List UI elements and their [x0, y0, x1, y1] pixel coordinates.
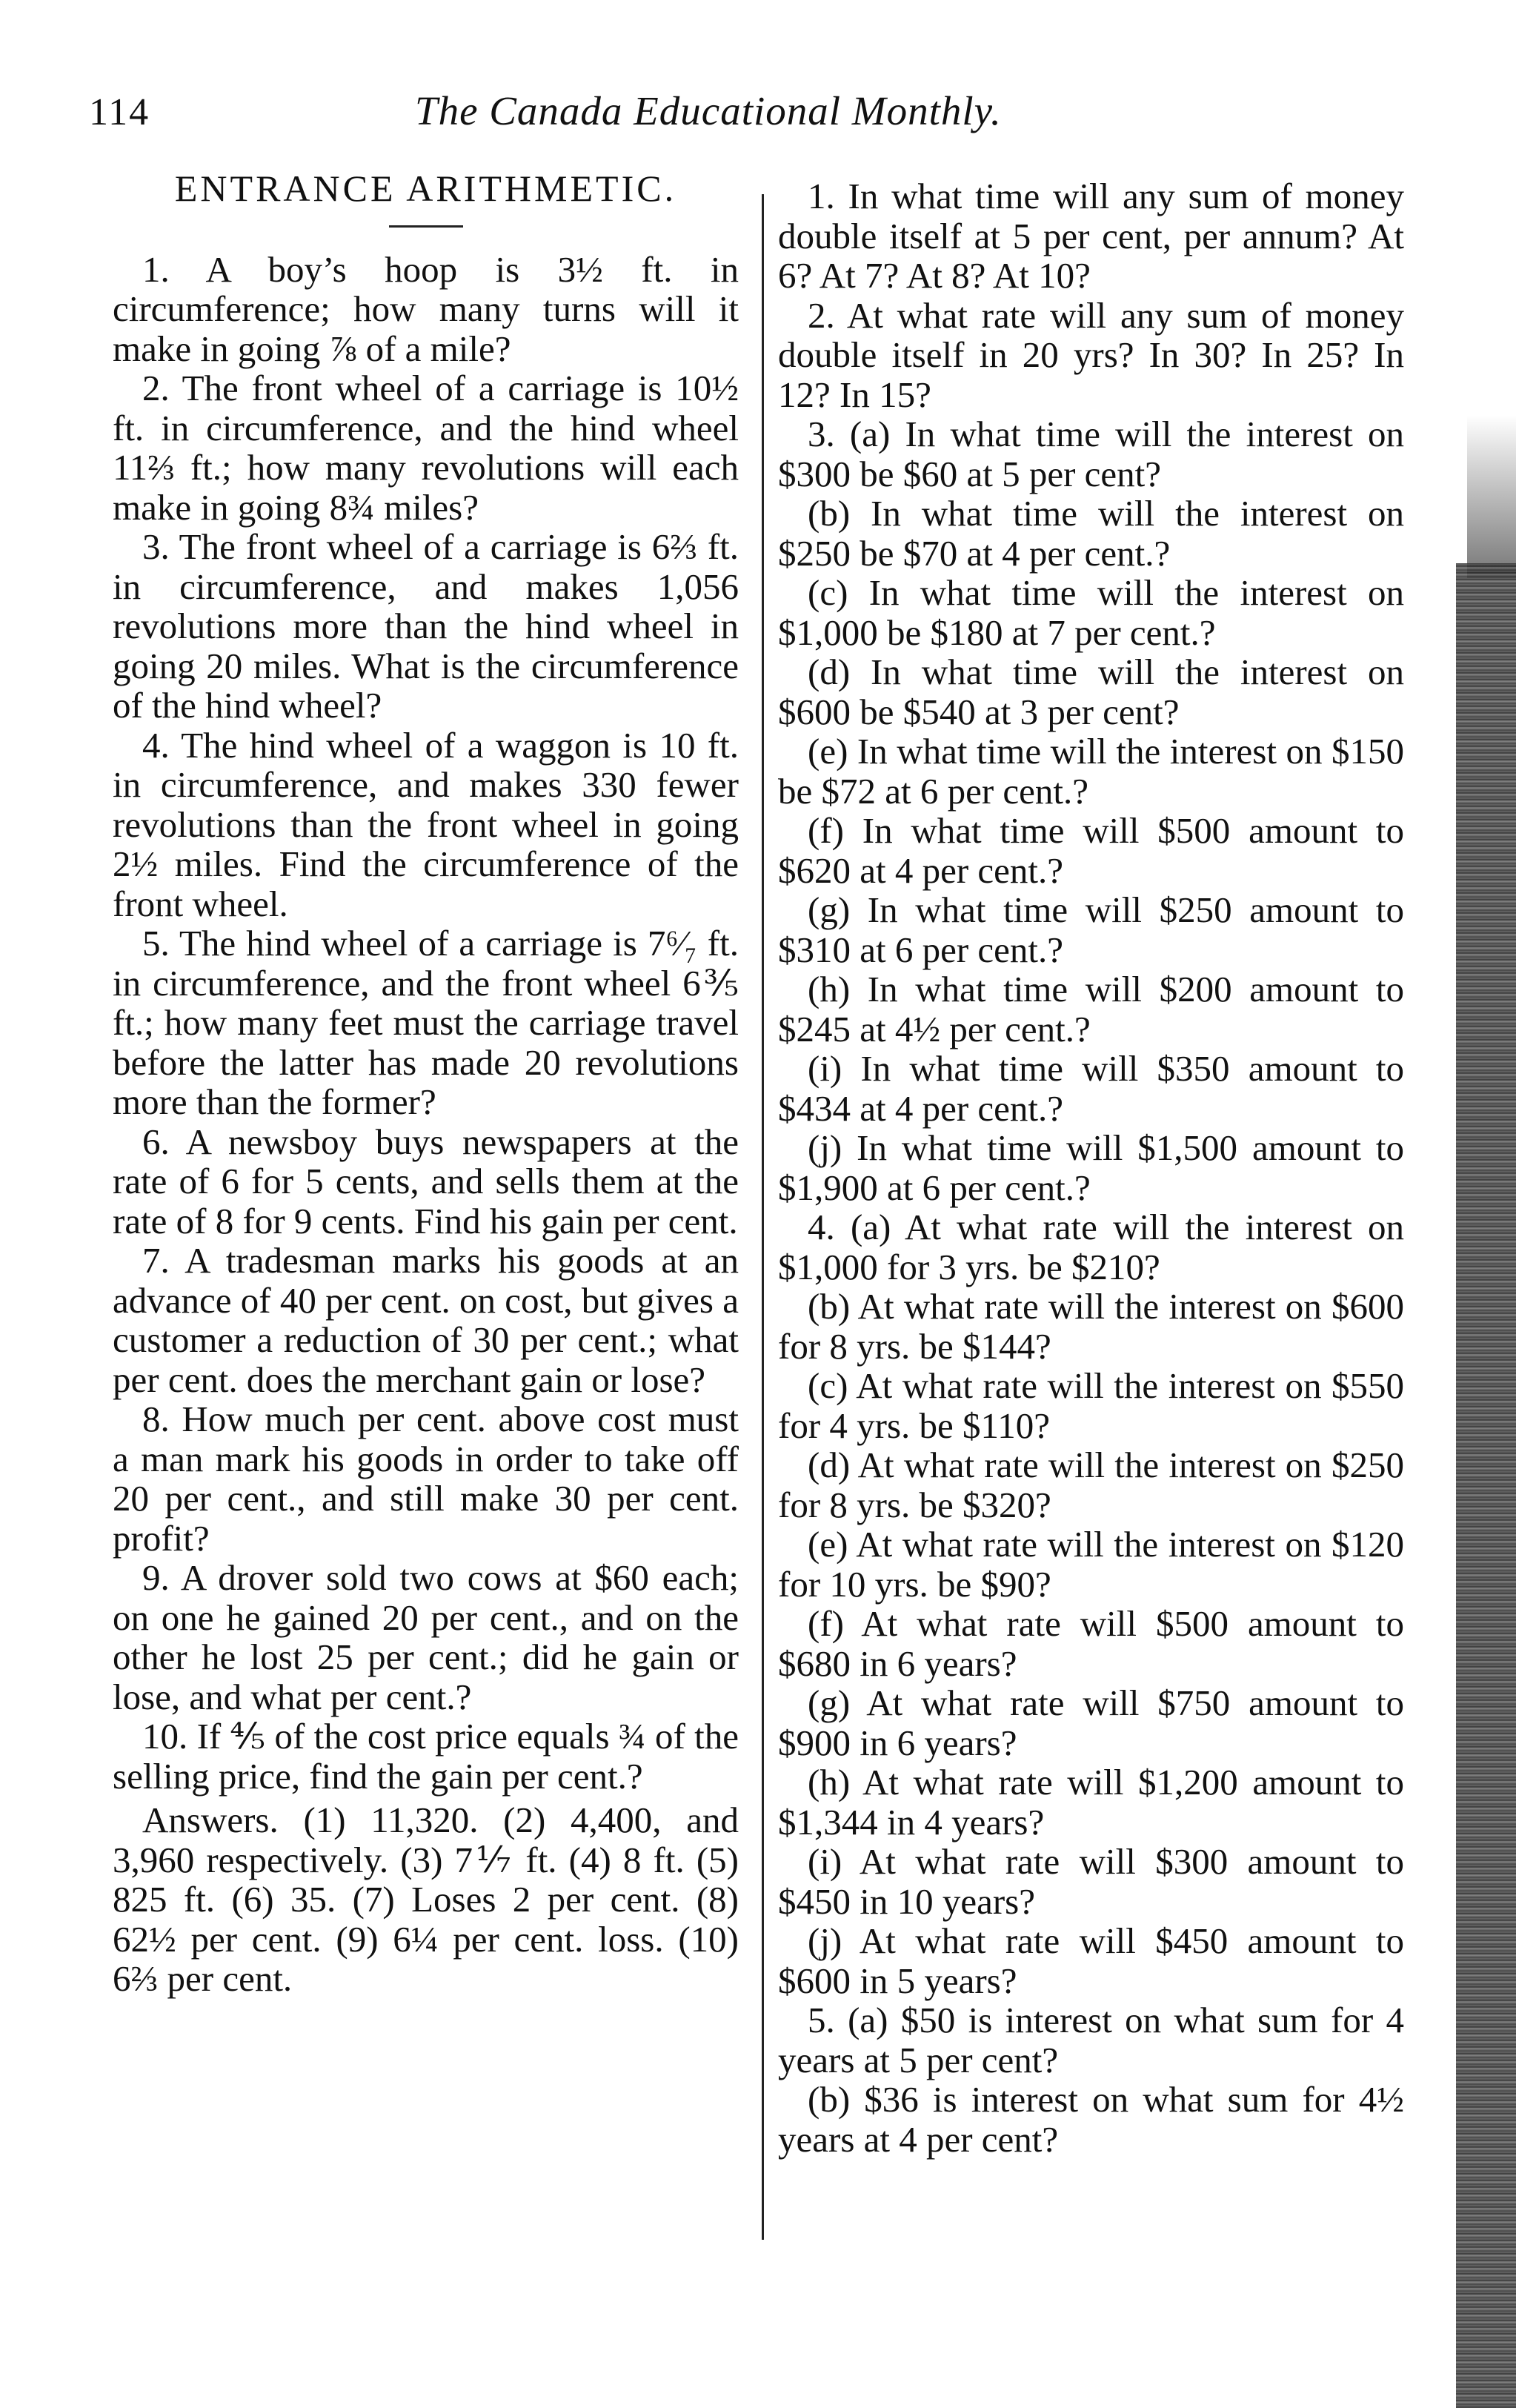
problem-8: 8. How much per cent. above cost must a man mark his goods in order to take off 20 per cent., and still make 30 per cent. profit? [113, 1399, 739, 1559]
column-divider [762, 194, 764, 2240]
interest-problem-3i: (i) In what time will $350 amount to $434 at 4 per cent.? [778, 1048, 1404, 1129]
rate-problem-4i: (i) At what rate will $300 amount to $450 in 10 years? [778, 1841, 1404, 1922]
problem-9: 9. A drover sold two cows at $60 each; on one he gained 20 per cent., and on the other he lost 25 per cent.; did he gain or lose, and what per cent.? [113, 1557, 739, 1717]
interest-problem-3c: (c) In what time will the interest on $1,000 be $180 at 7 per cent.? [778, 572, 1404, 653]
problem-7: 7. A tradesman marks his goods at an advance of 40 per cent. on cost, but gives a customer a reduction of 30 per cent.; what per cent. does the merchant gain or lose? [113, 1240, 739, 1400]
rate-problem-4f: (f) At what rate will $500 amount to $680 in 6 years? [778, 1603, 1404, 1684]
interest-problem-3f: (f) In what time will $500 amount to $620 at 4 per cent.? [778, 810, 1404, 891]
problem-1: 1. A boy’s hoop is 3½ ft. in circumference; how many turns will it make in going ⅞ of a mile? [113, 248, 739, 369]
rate-problem-4h: (h) At what rate will $1,200 amount to $1,344 in 4 years? [778, 1762, 1404, 1843]
problem-3: 3. The front wheel of a carriage is 6⅔ ft. in circumference, and makes 1,056 revolutions more than the hind wheel in going 20 miles. What is the circumference of the hind wheel? [113, 526, 739, 726]
left-column [113, 169, 739, 1999]
sum-problem-5b: (b) $36 is interest on what sum for 4½ years at 4 per cent? [778, 2079, 1404, 2160]
sum-problem-5a: 5. (a) $50 is interest on what sum for 4 years at 5 per cent? [778, 2000, 1404, 2080]
rate-problem-4c: (c) At what rate will the interest on $550 for 4 yrs. be $110? [778, 1365, 1404, 1446]
rate-problem-4a: 4. (a) At what rate will the interest on $1,000 for 3 yrs. be $210? [778, 1207, 1404, 1287]
interest-problem-1: 1. In what time will any sum of money double itself at 5 per cent, per annum? At 6? At 7? At 8? At 10? [778, 176, 1404, 296]
problem-5: 5. The hind wheel of a carriage is 7⁶⁄₇ ft. in circumference, and the front wheel 6⅗ ft.; how many feet must the carriage travel before the latter has made 20 revolutions more than the former? [113, 923, 739, 1122]
interest-problem-3e: (e) In what time will the interest on $150 be $72 at 6 per cent.? [778, 731, 1404, 812]
rate-problem-4g: (g) At what rate will $750 amount to $900 in 6 years? [778, 1682, 1404, 1763]
page-edge-binding [1456, 563, 1516, 2408]
interest-problem-3b: (b) In what time will the interest on $250 be $70 at 4 per cent.? [778, 493, 1404, 574]
interest-problem-3j: (j) In what time will $1,500 amount to $1,900 at 6 per cent.? [778, 1127, 1404, 1208]
running-title: The Canada Educational Monthly. [415, 88, 1002, 133]
interest-problem-2: 2. At what rate will any sum of money double itself in 20 yrs? In 30? In 25? In 12? In 15? [778, 294, 1404, 415]
interest-problem-3a: 3. (a) In what time will the interest on $300 be $60 at 5 per cent? [778, 414, 1404, 494]
answers-paragraph: Answers. (1) 11,320. (2) 4,400, and 3,960 respectively. (3) 7⅐ ft. (4) 8 ft. (5) 825 ft. (6) 35. (7) Loses 2 per cent. (8) 62½ per cent. (9) 6¼ per cent. loss. (10) 6⅔ per cent. [113, 1800, 739, 1999]
problem-10: 10. If ⅘ of the cost price equals ¾ of the selling price, find the gain per cent.? [113, 1716, 739, 1797]
problem-6: 6. A newsboy buys newspapers at the rate of 6 for 5 cents, and sells them at the rate of 8 for 9 cents. Find his gain per cent. [113, 1121, 739, 1241]
page-number: 114 [89, 91, 150, 133]
problem-4: 4. The hind wheel of a waggon is 10 ft. in circumference, and makes 330 fewer revolutions than the front wheel in going 2½ miles. Find the circumference of the front wheel. [113, 724, 739, 924]
right-column [778, 176, 1404, 2159]
title-divider [389, 225, 463, 228]
interest-problem-3h: (h) In what time will $200 amount to $245 at 4½ per cent.? [778, 969, 1404, 1049]
rate-problem-4j: (j) At what rate will $450 amount to $600 in 5 years? [778, 1920, 1404, 2001]
rate-problem-4e: (e) At what rate will the interest on $120 for 10 yrs. be $90? [778, 1524, 1404, 1605]
page-edge-shadow [1467, 415, 1516, 578]
section-title: ENTRANCE ARITHMETIC. [174, 168, 677, 209]
problem-2: 2. The front wheel of a carriage is 10½ ft. in circumference, and the hind wheel 11⅔ ft.; how many revolutions will each make in going 8¾ miles? [113, 368, 739, 528]
rate-problem-4b: (b) At what rate will the interest on $600 for 8 yrs. be $144? [778, 1286, 1404, 1367]
rate-problem-4d: (d) At what rate will the interest on $250 for 8 yrs. be $320? [778, 1445, 1404, 1525]
interest-problem-3g: (g) In what time will $250 amount to $310 at 6 per cent.? [778, 889, 1404, 970]
interest-problem-3d: (d) In what time will the interest on $600 be $540 at 3 per cent? [778, 651, 1404, 732]
